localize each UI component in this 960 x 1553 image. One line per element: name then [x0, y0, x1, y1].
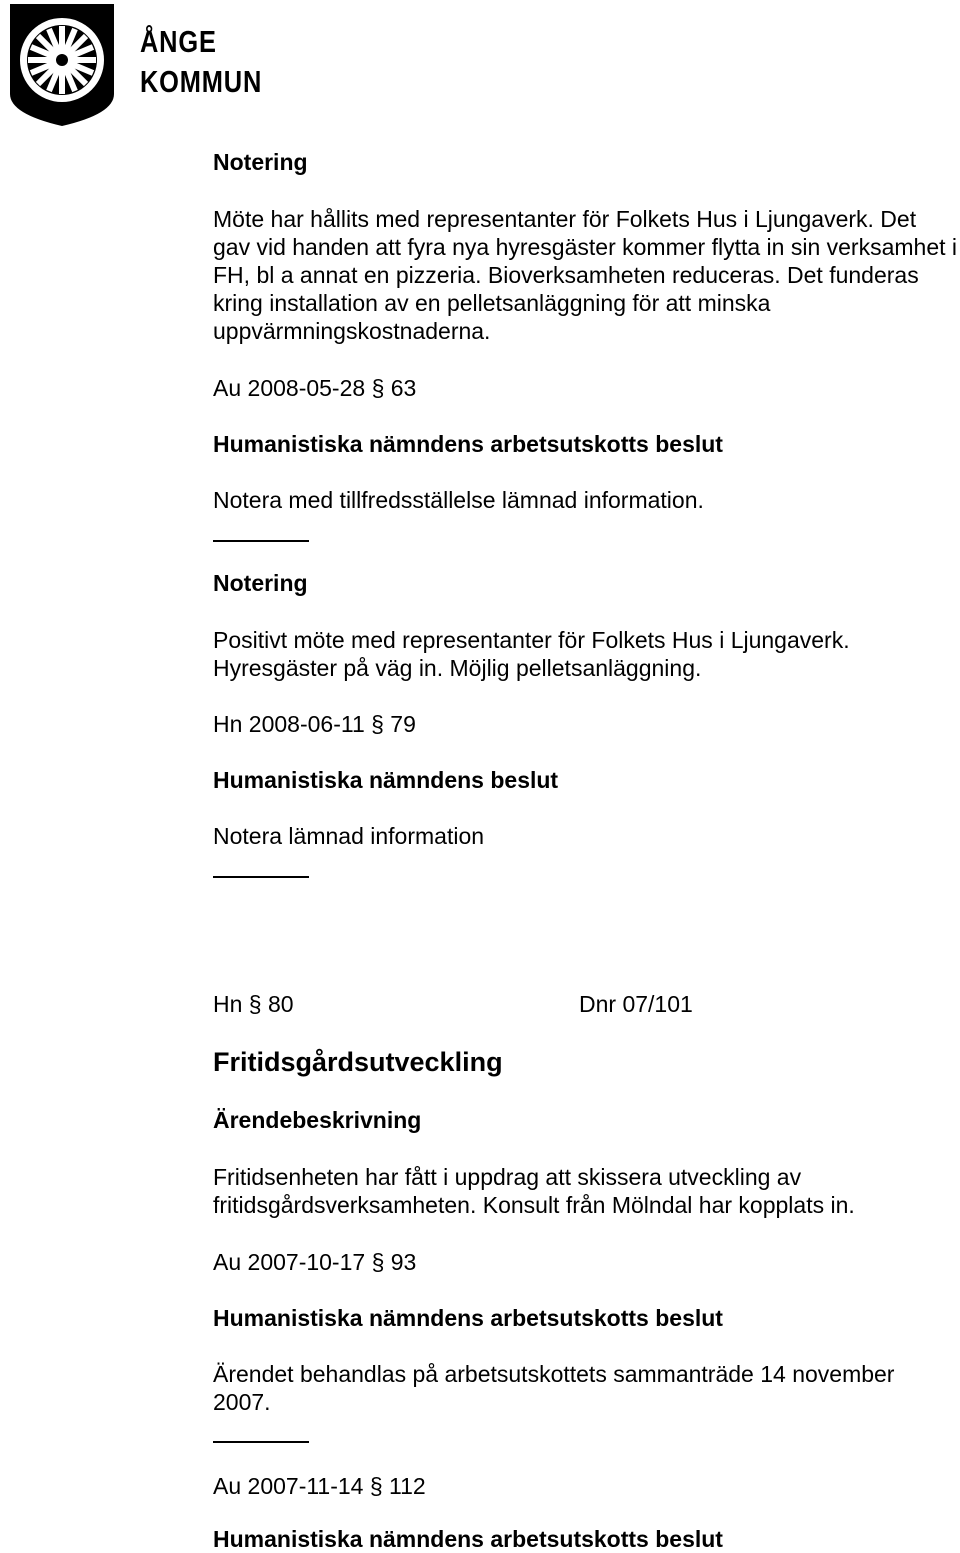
decision-heading: Humanistiska nämndens arbetsutskotts beslut: [213, 431, 723, 457]
decision-text: 2007.: [213, 1389, 271, 1415]
decision-text: Ärendet behandlas på arbetsutskottets sammanträde 14 november: [213, 1361, 895, 1387]
decision-text: Notera med tillfredsställelse lämnad information.: [213, 487, 704, 513]
paragraph: Möte har hållits med representanter för Folkets Hus i Ljungaverk. Det gav vid handen att fyra nya hyresgäster kommer flytta in sin verksamhet i FH, bl a annat en pizzeria. Bioverksamheten reduceras. Det funderas kring installation av en pelletsanläggning för att minska uppvärmningskostnaderna.: [213, 206, 957, 344]
reference: Au 2007-11-14 § 112: [213, 1473, 426, 1499]
logo-text: [140, 22, 262, 102]
item-reference: Hn § 80: [213, 991, 294, 1017]
item-dnr: Dnr 07/101: [579, 991, 693, 1017]
decision-heading: Humanistiska nämndens beslut: [213, 767, 559, 793]
reference: Au 2008-05-28 § 63: [213, 375, 417, 401]
logo-line-1: ÅNGE: [140, 24, 217, 59]
wheel-shield-icon: [6, 2, 118, 126]
reference: Au 2007-10-17 § 93: [213, 1249, 417, 1275]
divider: [213, 1441, 309, 1443]
paragraph-line: Hyresgäster på väg in. Möjlig pelletsanläggning.: [213, 655, 702, 681]
paragraph-line: fritidsgårdsverksamheten. Konsult från Mölndal har kopplats in.: [213, 1192, 855, 1218]
section-heading: Notering: [213, 570, 308, 596]
reference: Hn 2008-06-11 § 79: [213, 711, 416, 737]
kommun-logo: [6, 2, 118, 131]
paragraph-line: Positivt möte med representanter för Folkets Hus i Ljungaverk.: [213, 627, 850, 653]
divider: [213, 876, 309, 878]
divider: [213, 540, 309, 542]
decision-text: Notera lämnad information: [213, 823, 485, 849]
logo-line-2: KOMMUN: [140, 64, 263, 99]
item-title: Fritidsgårdsutveckling: [213, 1047, 503, 1077]
description-heading: Ärendebeskrivning: [213, 1107, 422, 1133]
decision-heading: Humanistiska nämndens arbetsutskotts beslut: [213, 1526, 723, 1552]
section-heading: Notering: [213, 149, 308, 175]
paragraph-line: Fritidsenheten har fått i uppdrag att skissera utveckling av: [213, 1164, 802, 1190]
decision-heading: Humanistiska nämndens arbetsutskotts beslut: [213, 1305, 723, 1331]
